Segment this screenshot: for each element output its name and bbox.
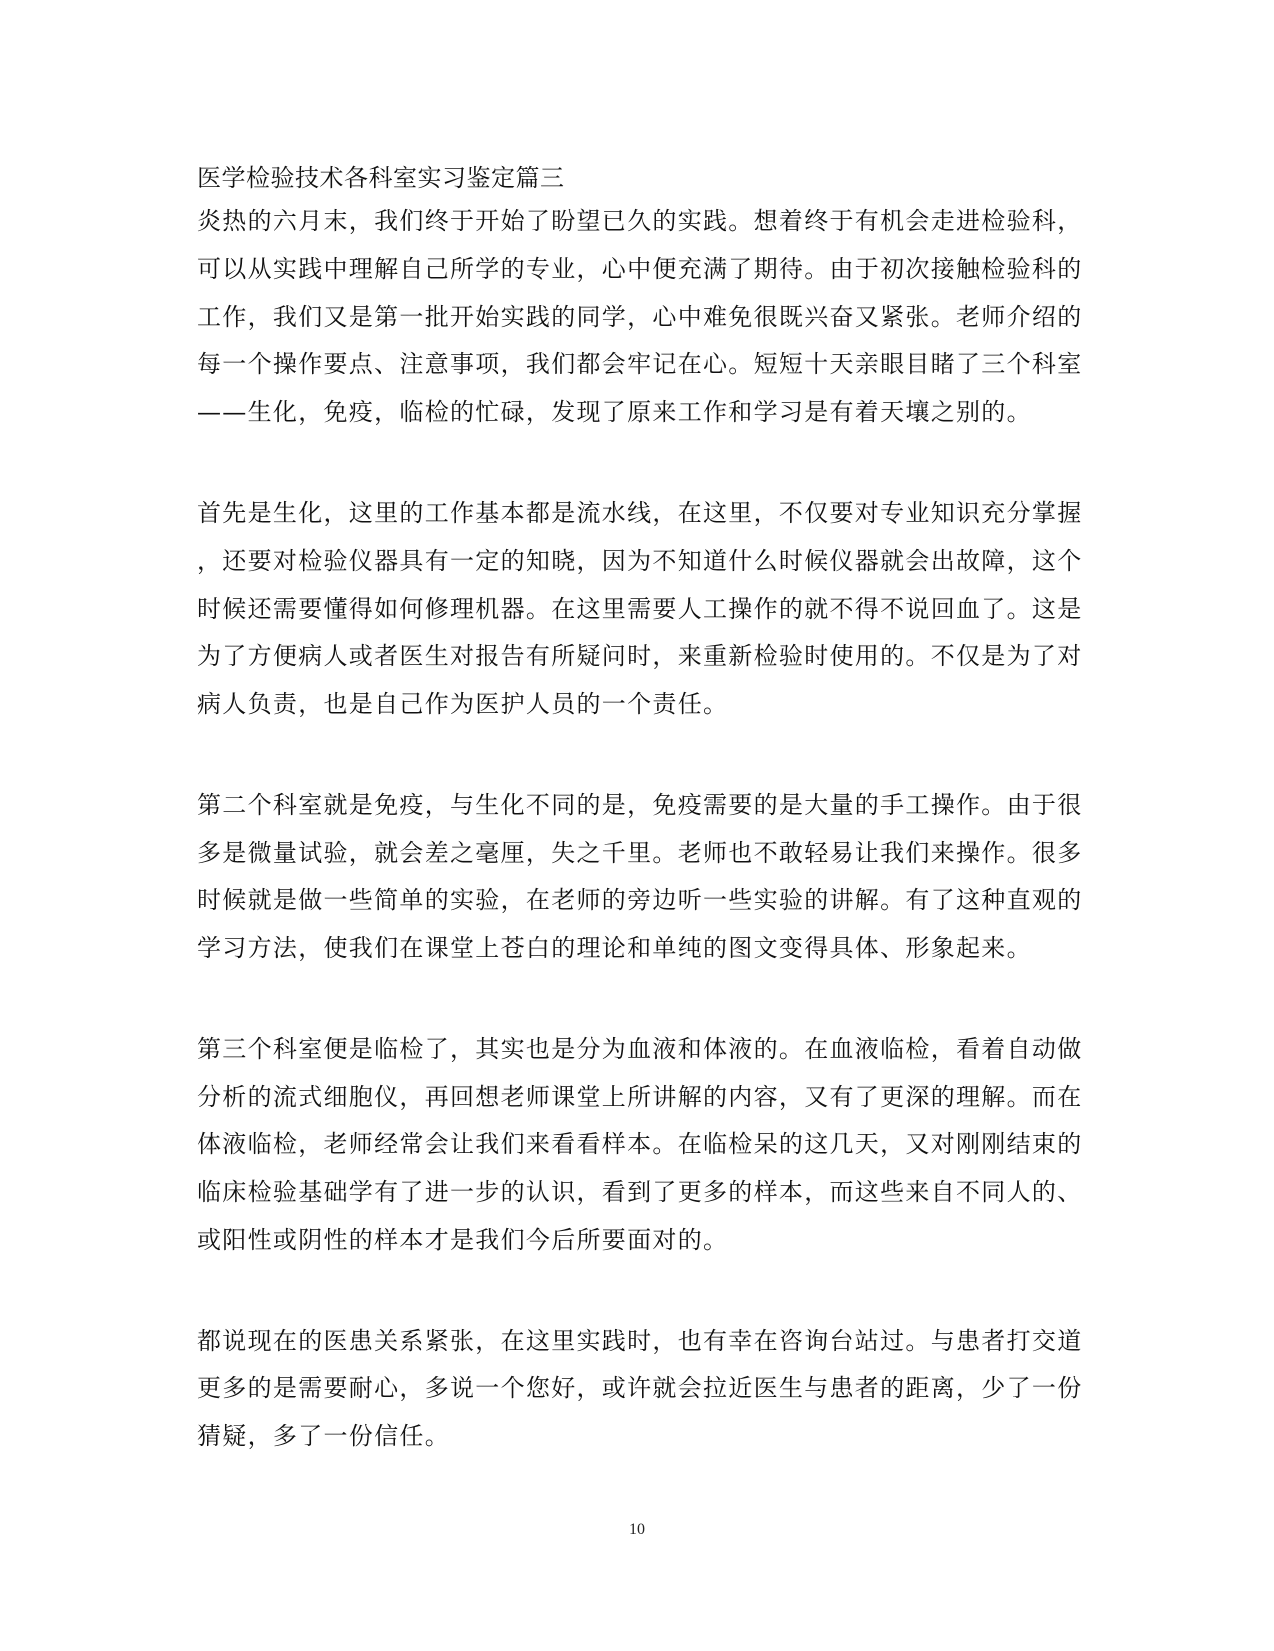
paragraph-2-line-1: 首先是生化，这里的工作基本都是流水线，在这里，不仅要对专业知识充分掌握 bbox=[197, 499, 1083, 527]
paragraph-1-line-5: ——生化，免疫，临检的忙碌，发现了原来工作和学习是有着天壤之别的。 bbox=[197, 398, 1032, 426]
paragraph-4-line-2: 分析的流式细胞仪，再回想老师课堂上所讲解的内容，又有了更深的理解。而在 bbox=[197, 1083, 1083, 1111]
paragraph-4-line-1: 第三个科室便是临检了，其实也是分为血液和体液的。在血液临检，看着自动做 bbox=[197, 1035, 1083, 1063]
document-title: 医学检验技术各科室实习鉴定篇三 bbox=[197, 164, 565, 192]
paragraph-1-line-3: 工作，我们又是第一批开始实践的同学，心中难免很既兴奋又紧张。老师介绍的 bbox=[197, 303, 1083, 331]
paragraph-1-line-4: 每一个操作要点、注意事项，我们都会牢记在心。短短十天亲眼目睹了三个科室 bbox=[197, 350, 1083, 378]
paragraph-4-line-5: 或阳性或阴性的样本才是我们今后所要面对的。 bbox=[197, 1226, 729, 1254]
paragraph-5-line-1: 都说现在的医患关系紧张，在这里实践时，也有幸在咨询台站过。与患者打交道 bbox=[197, 1327, 1083, 1355]
paragraph-4-line-3: 体液临检，老师经常会让我们来看看样本。在临检呆的这几天，又对刚刚结束的 bbox=[197, 1130, 1083, 1158]
paragraph-5-line-3: 猜疑，多了一份信任。 bbox=[197, 1422, 450, 1450]
page-number: 10 bbox=[629, 1521, 645, 1538]
paragraph-3-line-2: 多是微量试验，就会差之毫厘，失之千里。老师也不敢轻易让我们来操作。很多 bbox=[197, 839, 1083, 867]
paragraph-2-line-3: 时候还需要懂得如何修理机器。在这里需要人工操作的就不得不说回血了。这是 bbox=[197, 595, 1083, 623]
paragraph-4-line-4: 临床检验基础学有了进一步的认识，看到了更多的样本，而这些来自不同人的、 bbox=[197, 1178, 1083, 1206]
paragraph-1-line-2: 可以从实践中理解自己所学的专业，心中便充满了期待。由于初次接触检验科的 bbox=[197, 255, 1083, 283]
paragraph-1-line-1: 炎热的六月末，我们终于开始了盼望已久的实践。想着终于有机会走进检验科， bbox=[197, 207, 1083, 235]
paragraph-3-line-3: 时候就是做一些简单的实验，在老师的旁边听一些实验的讲解。有了这种直观的 bbox=[197, 886, 1083, 914]
paragraph-5-line-2: 更多的是需要耐心，多说一个您好，或许就会拉近医生与患者的距离，少了一份 bbox=[197, 1374, 1083, 1402]
paragraph-2-line-5: 病人负责，也是自己作为医护人员的一个责任。 bbox=[197, 690, 729, 718]
paragraph-2-line-4: 为了方便病人或者医生对报告有所疑问时，来重新检验时使用的。不仅是为了对 bbox=[197, 642, 1083, 670]
paragraph-3-line-1: 第二个科室就是免疫，与生化不同的是，免疫需要的是大量的手工操作。由于很 bbox=[197, 791, 1083, 819]
paragraph-2-line-2: ，还要对检验仪器具有一定的知晓，因为不知道什么时候仪器就会出故障，这个 bbox=[197, 547, 1083, 575]
paragraph-3-line-4: 学习方法，使我们在课堂上苍白的理论和单纯的图文变得具体、形象起来。 bbox=[197, 934, 1032, 962]
